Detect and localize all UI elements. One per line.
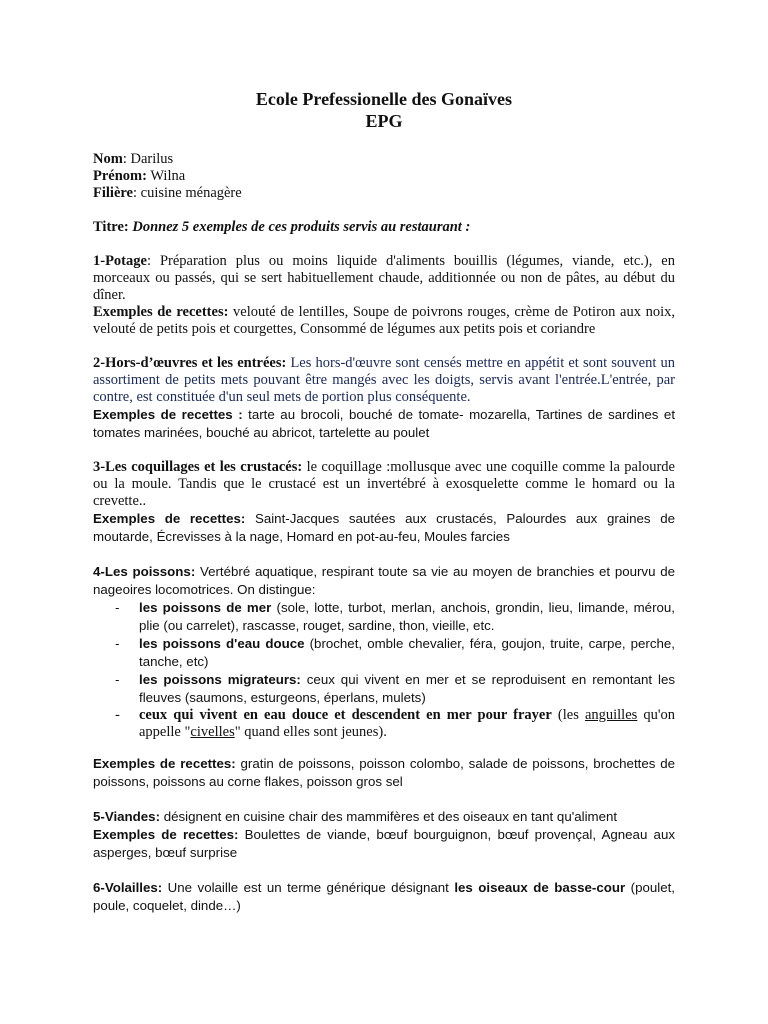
section-hors-doeuvres <box>93 355 675 442</box>
student-info <box>93 151 675 202</box>
viandes-definition: 5-Viandes: désignent en cuisine chair des mammifères et des oiseaux en tant qu'aliment <box>93 809 618 824</box>
poissons-examples: Exemples de recettes: gratin de poissons, poisson colombo, salade de poissons, brochettes de poissons, poissons au corne flakes, poisson gros sel <box>93 756 675 789</box>
list-item: - ceux qui vivent en eau douce et descendent en mer pour frayer (les anguilles qu'on appelle "civelles" quand elles sont jeunes). <box>115 707 675 740</box>
hors-examples: Exemples de recettes : tarte au brocoli, bouché de tomate- mozarella, Tartines de sardines et tomates marinées, bouché au abricot, tartelette au poulet <box>93 407 676 440</box>
coquillages-examples: Exemples de recettes: Saint-Jacques sautées aux crustacés, Palourdes aux graines de moutarde, Écrevisses à la nage, Homard en pot-au-feu, Moules farcies <box>93 511 676 544</box>
document-page <box>93 88 675 915</box>
section-coquillages <box>93 459 675 546</box>
potage-heading: 1-Potage <box>93 253 147 269</box>
nom-label: Nom <box>93 151 123 167</box>
potage-examples: Exemples de recettes: velouté de lentilles, Soupe de poivrons rouges, crème de Potiron aux noix, velouté de petits pois et courgettes, Consommé de légumes aux petits pois et coriandre <box>93 304 675 337</box>
examples-label: Exemples de recettes: <box>93 304 229 320</box>
section-volailles <box>93 879 675 915</box>
school-acronym: EPG <box>365 111 403 131</box>
prenom-value: Wilna <box>146 168 186 184</box>
nom-line <box>93 151 675 168</box>
nom-value: : Darilus <box>122 151 174 167</box>
civelles-link[interactable]: civelles <box>190 724 235 740</box>
hors-heading: 2-Hors-d’œuvres et les entrées: <box>93 355 287 371</box>
titre-text: Donnez 5 exemples de ces produits servis au restaurant : <box>132 219 471 235</box>
coquillages-definition: 3-Les coquillages et les crustacés: le coquillage :mollusque avec une coquille comme la palourde ou la moule. Tandis que le crustacé est un invertébré à exosquelette comme le homard ou la crevette.. <box>93 459 675 509</box>
volailles-heading: 6-Volailles: <box>93 880 163 895</box>
examples-label: Exemples de recettes: <box>93 756 236 771</box>
volailles-definition: 6-Volailles: Une volaille est un terme générique désignant les oiseaux de basse-cour (poulet, poule, coquelet, dinde…) <box>93 880 675 913</box>
anguilles-link[interactable]: anguilles <box>584 707 638 723</box>
potage-definition: 1-Potage: Préparation plus ou moins liquide d'aliments bouillis (légumes, viande, etc.), en morceaux ou passés, qui se sert habituellement chaude, additionnée ou non de pâtes, au début du dîner. <box>93 253 675 303</box>
prenom-line <box>93 168 675 185</box>
school-name: Ecole Prefessionelle des Gonaïves <box>255 89 513 109</box>
section-potage <box>93 253 675 338</box>
poissons-definition: 4-Les poissons: Vertébré aquatique, respirant toute sa vie au moyen de branchies et pourvu de nageoires locomotrices. On distingue: <box>93 564 675 597</box>
titre-label: Titre: <box>93 219 133 235</box>
prenom-label: Prénom: <box>93 168 147 184</box>
filiere-line <box>93 185 675 202</box>
examples-label: Exemples de recettes: <box>93 827 239 842</box>
list-item: - les poissons de mer (sole, lotte, turbot, merlan, anchois, grondin, lieu, limande, mérou, plie (ou carrelet), rascasse, rouget, sardine, thon, vieille, etc. <box>115 600 675 633</box>
section-poissons <box>93 563 675 791</box>
list-item: - les poissons migrateurs: ceux qui vivent en mer et se reproduisent en remontant les fleuves (saumons, esturgeons, éperlans, mulets) <box>115 672 675 705</box>
examples-label: Exemples de recettes : <box>93 407 243 422</box>
hors-definition: 2-Hors-d’œuvres et les entrées: Les hors-d'œuvre sont censés mettre en appétit et sont souvent un assortiment de petits mets pouvant être mangés avec les doigts, servis avant l'entrée.L'entrée, par contre, est constituée d'un seul mets de portion plus conséquente. <box>93 355 675 405</box>
coquillages-heading: 3-Les coquillages et les crustacés: <box>93 459 303 475</box>
section-viandes <box>93 808 675 862</box>
filiere-value: : cuisine ménagère <box>133 185 242 201</box>
viandes-heading: 5-Viandes: <box>93 809 161 824</box>
viandes-examples: Exemples de recettes: Boulettes de viande, bœuf bourguignon, bœuf provençal, Agneau aux asperges, bœuf surprise <box>93 827 675 860</box>
poissons-list <box>93 599 675 707</box>
titre-line <box>93 219 675 236</box>
poissons-list-last <box>93 707 675 741</box>
examples-label: Exemples de recettes: <box>93 511 246 526</box>
filiere-label: Filière <box>93 185 133 201</box>
list-item: - les poissons d'eau douce (brochet, omble chevalier, féra, goujon, truite, carpe, perche, tanche, etc) <box>115 636 675 669</box>
poissons-heading: 4-Les poissons: <box>93 564 196 579</box>
